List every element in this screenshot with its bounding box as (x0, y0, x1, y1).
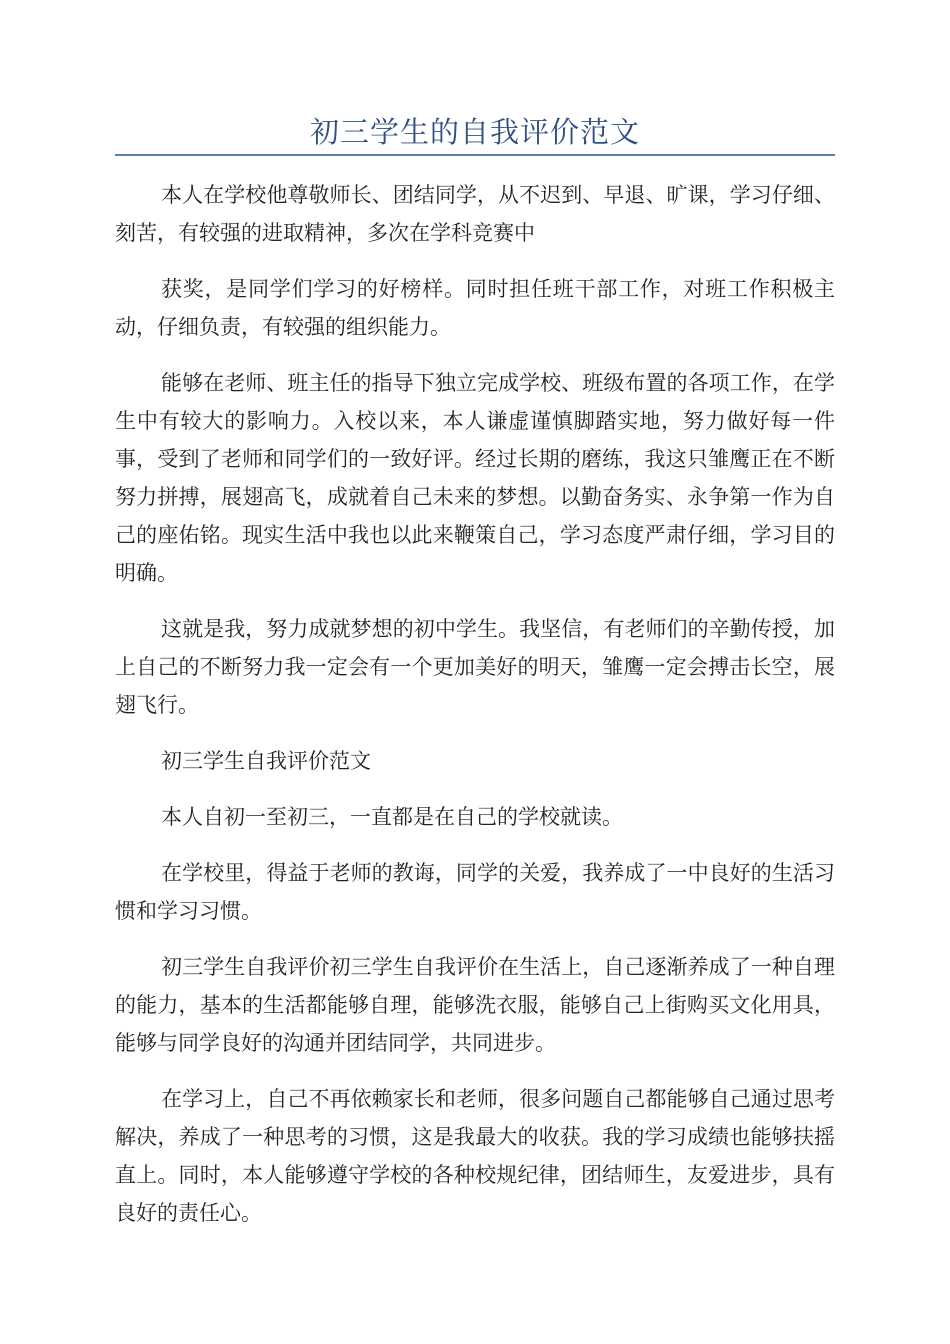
document-body (115, 176, 835, 1250)
paragraph: 在学校里，得益于老师的教诲，同学的关爱，我养成了一中良好的生活习惯和学习习惯。 (115, 861, 835, 923)
paragraph: 能够在老师、班主任的指导下独立完成学校、班级布置的各项工作，在学生中有较大的影响力。入校以来，本人谦虚谨慎脚踏实地，努力做好每一件事，受到了老师和同学们的一致好评。经过长期的磨练，我这只雏鹰正在不断努力拼搏，展翅高飞，成就着自己未来的梦想。以勤奋务实、永争第一作为自己的座佑铭。现实生活中我也以此来鞭策自己，学习态度严肃仔细，学习目的明确。 (115, 371, 835, 585)
paragraph: 获奖，是同学们学习的好榜样。同时担任班干部工作，对班工作积极主动，仔细负责，有较强的组织能力。 (115, 277, 835, 339)
paragraph: 这就是我，努力成就梦想的初中学生。我坚信，有老师们的辛勤传授，加上自己的不断努力我一定会有一个更加美好的明天，雏鹰一定会搏击长空，展翅飞行。 (115, 617, 835, 717)
document-title: 初三学生的自我评价范文 (309, 115, 640, 149)
paragraph: 本人自初一至初三，一直都是在自己的学校就读。 (161, 805, 623, 829)
title-underline (115, 154, 835, 156)
paragraph: 本人在学校他尊敬师长、团结同学，从不迟到、早退、旷课，学习仔细、刻苦，有较强的进取精神，多次在学科竞赛中 (115, 183, 835, 245)
section-heading: 初三学生自我评价范文 (161, 749, 371, 773)
paragraph: 初三学生自我评价初三学生自我评价在生活上，自己逐渐养成了一种自理的能力，基本的生活都能够自理，能够洗衣服，能够自己上街购买文化用具，能够与同学良好的沟通并团结同学，共同进步。 (115, 955, 835, 1055)
paragraph: 在学习上，自己不再依赖家长和老师，很多问题自己都能够自己通过思考解决，养成了一种思考的习惯，这是我最大的收获。我的学习成绩也能够扶摇直上。同时，本人能够遵守学校的各种校规纪律，团结师生，友爱进步，具有良好的责任心。 (115, 1087, 835, 1225)
